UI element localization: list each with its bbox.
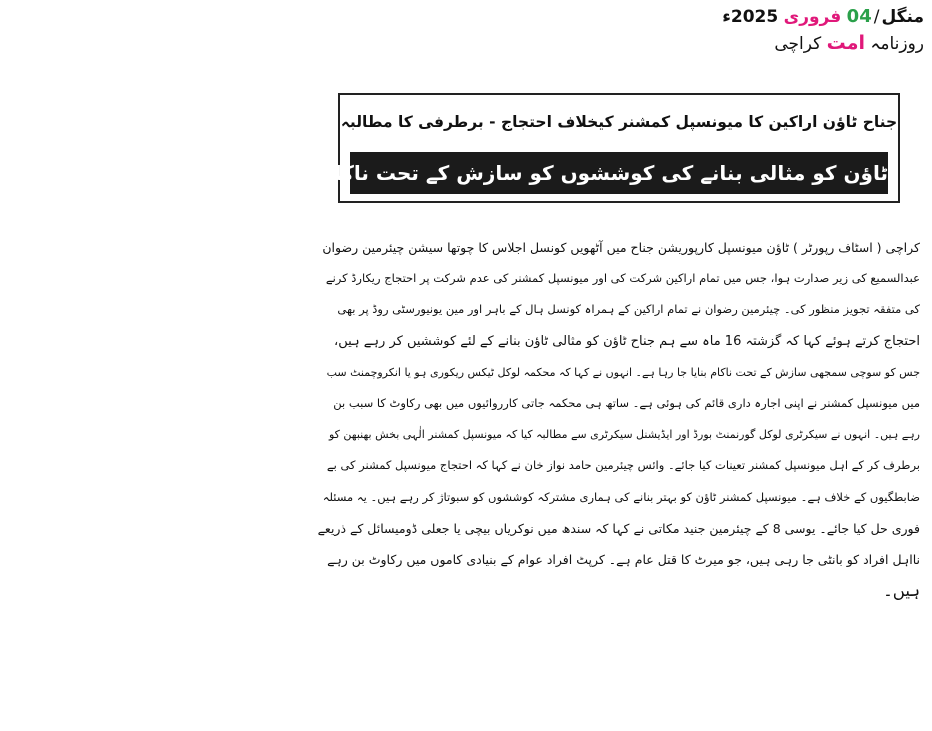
article-line: فوری حل کیا جائے۔ یوسی 8 کے چیئرمین جنید مکاتی نے کہا کہ سندھ میں نوکریاں بیچی یا جعلی ڈومیسائل کے ذریعے [317, 520, 920, 536]
headline-box [0, 93, 900, 203]
article-line: جس کو سوچی سمجھی سازش کے تحت ناکام بنایا جا رہا ہے۔ انہوں نے کہا کہ محکمہ لوکل ٹیکس ریکوری ہو یا انکروچمنٹ سب [326, 365, 920, 379]
day-label: منگل [881, 7, 924, 27]
article-line: ضابطگیوں کے خلاف ہے۔ میونسپل کمشنر ٹاؤن کو بہتر بنانے کی ہماری مشترکہ کوششوں کو سبوتاژ کر رہے ہیں۔ یہ مسئلہ [322, 489, 920, 504]
article-body [314, 232, 920, 606]
paper-brand: امت [826, 32, 865, 54]
subheadline: ٹاؤن کو مثالی بنانے کی کوششوں کو سازش کے تحت ناکام بنایا جا رہا ہے - چیئرمین رضوان [0, 161, 888, 185]
paper-prefix: روزنامہ [870, 34, 924, 54]
paper-city: کراچی [774, 34, 822, 54]
article-line: نااہل افراد کو بانٹی جا رہی ہیں، جو میرٹ کا قتل عام ہے۔ کرپٹ افراد عوام کے بنیادی کاموں میں رکاوٹ بن رہے [327, 551, 920, 567]
article-line: عبدالسمیع کی زیر صدارت ہوا، جس میں تمام اراکین شرکت کی اور میونسپل کمشنر کی عدم شرکت پر احتجاج ریکارڈ کرنے [325, 271, 920, 286]
masthead [624, 6, 924, 56]
month-label: فروری [783, 7, 842, 27]
headline: جناح ٹاؤن اراکین کا میونسپل کمشنر کیخلاف احتجاج - برطرفی کا مطالبہ [340, 113, 898, 131]
article-line: احتجاج کرتے ہوئے کہا کہ گزشتہ 16 ماہ سے ہم جناح ٹاؤن کو مثالی ٹاؤن بنانے کے لئے کوششیں کر رہے ہیں، [334, 333, 920, 349]
date-number: 04 [846, 6, 872, 27]
article-line: کی متفقہ تجویز منظور کی۔ چیئرمین رضوان نے تمام اراکین کے ہمراہ کونسل ہال کے باہر اور مین یونیورسٹی روڈ پر بھی [337, 302, 920, 317]
article-line: برطرف کر کے اہل میونسپل کمشنر تعینات کیا جائے۔ وائس چیئرمین حامد نواز خان نے کہا کہ احتجاج میونسپل کمشنر کی بے [326, 458, 920, 473]
paper-name-line [624, 31, 924, 56]
date-separator: / [873, 7, 880, 27]
article-line: کراچی ( اسٹاف رپورٹر ) ٹاؤن میونسپل کارپوریشن جناح میں آٹھویں کونسل اجلاس کا چوتھا سیشن چیئرمین رضوان [322, 240, 920, 255]
year-label: 2025ء [722, 7, 779, 27]
article-line: میں میونسپل کمشنر نے اپنی اجارہ داری قائم کی ہوئی ہے۔ ساتھ ہی محکمہ جاتی کارروائیوں میں بھی رکاوٹ کا سبب بن [333, 395, 920, 410]
article-line: ہیں۔ [883, 581, 920, 601]
article-line: رہے ہیں۔ انہوں نے سیکرٹری لوکل گورنمنٹ بورڈ اور ایڈیشنل سیکرٹری سے مطالبہ کیا کہ میونسپل کمشنر الٰہی بخش بھنبھن کو [328, 428, 920, 442]
subheadline-bar [0, 152, 888, 194]
date-line [624, 6, 924, 28]
